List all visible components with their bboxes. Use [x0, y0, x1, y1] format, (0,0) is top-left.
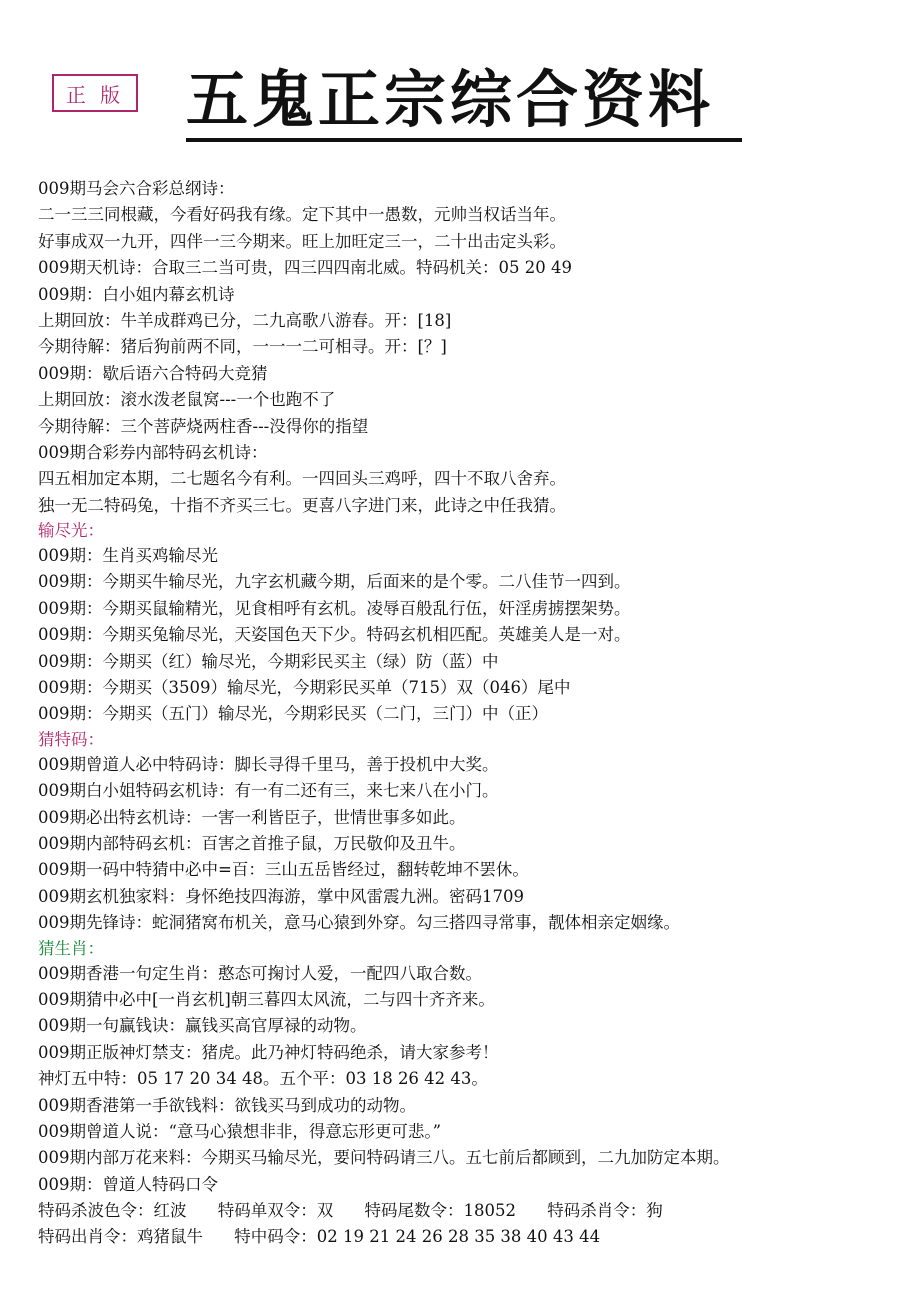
order-pair — [365, 1198, 517, 1224]
text-line: 二一三三同根藏，今看好码我有缘。定下其中一愚数，元帅当权话当年。 — [38, 205, 566, 225]
text-line: 009期：曾道人特码口令 — [38, 1174, 218, 1194]
text-line: 009期：歇后语六合特码大竞猜 — [38, 363, 268, 383]
document-body — [38, 176, 878, 1251]
text-line: 009期：今期买鼠输精光，见食相呼有玄机。凌辱百般乱行伍，奸淫虏掳摆架势。 — [38, 598, 631, 618]
text-line: 009期香港一句定生肖：憨态可掬讨人爱，一配四八取合数。 — [38, 963, 482, 983]
text-line: 009期：今期买牛输尽光，九字玄机藏今期，后面来的是个零。二八佳节一四到。 — [38, 572, 631, 592]
order-label: 特中码令： — [234, 1227, 317, 1247]
text-line: 今期待解：三个菩萨烧两柱香---没得你的指望 — [38, 416, 369, 436]
text-line: 009期白小姐特码玄机诗：有一有二还有三，来七来八在小门。 — [38, 781, 499, 801]
section-heading-lose: 输尽光： — [38, 521, 104, 541]
text-line: 009期天机诗：合取三二当可贵，四三四四南北威。特码机关：05 20 49 — [38, 258, 572, 278]
text-line: 009期：白小姐内幕玄机诗 — [38, 284, 235, 304]
order-pair — [547, 1198, 663, 1224]
poem-block — [38, 176, 878, 519]
text-line: 上期回放：牛羊成群鸡已分，二九高歌八游春。开：[18] — [38, 310, 452, 330]
order-value: 02 19 21 24 26 28 35 38 40 43 44 — [316, 1227, 601, 1247]
text-line: 009期内部特码玄机：百害之首推子鼠，万民敬仰及丑牛。 — [38, 833, 466, 853]
text-line: 009期合彩券内部特码玄机诗： — [38, 442, 268, 462]
order-pair — [218, 1198, 334, 1224]
text-line: 009期：生肖买鸡输尽光 — [38, 546, 218, 566]
order-value: 红波 — [153, 1201, 187, 1221]
text-line: 009期曾道人必中特码诗：脚长寻得千里马，善于投机中大奖。 — [38, 754, 499, 774]
text-line: 009期：今期买（红）输尽光，今期彩民买主（绿）防（蓝）中 — [38, 651, 499, 671]
order-label: 特码尾数令： — [364, 1201, 464, 1221]
order-label: 特码杀肖令： — [547, 1201, 647, 1221]
order-value: 鸡猪鼠牛 — [137, 1227, 203, 1247]
page-title: 五鬼正宗综合资料 — [186, 63, 715, 136]
edition-badge: 正 版 — [52, 74, 138, 112]
section-heading-guess-code: 猜特码： — [38, 729, 104, 749]
text-line: 009期：今期买（五门）输尽光，今期彩民买（二门，三门）中（正） — [38, 704, 548, 724]
text-line: 009期香港第一手欲钱料：欲钱买马到成功的动物。 — [38, 1095, 416, 1115]
text-line: 神灯五中特：05 17 20 34 48。五个平：03 18 26 42 43。 — [38, 1069, 488, 1089]
text-line: 009期马会六合彩总纲诗： — [38, 179, 235, 198]
section-guess-code — [38, 728, 878, 937]
text-line: 009期玄机独家料：身怀绝技四海游，掌中风雷震九洲。密码1709 — [38, 886, 524, 906]
order-value: 18052 — [463, 1201, 516, 1221]
order-value: 狗 — [646, 1201, 663, 1221]
order-label: 特码杀波色令： — [38, 1201, 154, 1221]
text-line: 独一无二特码兔，十指不齐买三七。更喜八字进门来，此诗之中任我猜。 — [38, 495, 566, 515]
text-line: 009期一码中特猜中必中=百：三山五岳皆经过，翻转乾坤不罢休。 — [38, 860, 529, 880]
text-line: 009期内部万花来料：今期买马输尽光，要问特码请三八。五七前后都顾到，二九加防定本期。 — [38, 1148, 730, 1168]
text-line: 009期必出特玄机诗：一害一利皆臣子，世情世事多如此。 — [38, 807, 466, 827]
text-line: 009期曾道人说：“意马心猿想非非，得意忘形更可悲。” — [38, 1121, 442, 1141]
title-underline — [186, 138, 742, 142]
section-heading-guess-zodiac: 猜生肖： — [38, 938, 104, 958]
order-pair — [38, 1198, 187, 1224]
order-pair — [234, 1224, 600, 1250]
orders-row — [38, 1198, 878, 1224]
order-label: 特码单双令： — [217, 1201, 317, 1221]
text-line: 009期：今期买（3509）输尽光，今期彩民买单（715）双（046）尾中 — [38, 678, 571, 698]
section-guess-zodiac — [38, 937, 878, 1199]
text-line: 009期一句赢钱诀：赢钱买高官厚禄的动物。 — [38, 1016, 367, 1036]
order-value: 双 — [316, 1201, 334, 1221]
text-line: 009期猜中必中[一肖玄机]朝三暮四太风流，二与四十齐齐来。 — [38, 989, 495, 1009]
section-lose — [38, 519, 878, 728]
text-line: 好事成双一九开，四伴一三今期来。旺上加旺定三一，二十出击定头彩。 — [38, 231, 566, 251]
text-line: 009期：今期买兔输尽光，天姿国色天下少。特码玄机相匹配。英雄美人是一对。 — [38, 625, 631, 645]
text-line: 上期回放：滚水泼老鼠窝---一个也跑不了 — [38, 390, 336, 410]
orders-row — [38, 1224, 878, 1250]
text-line: 009期先锋诗：蛇洞猪窝布机关，意马心猿到外穿。勾三搭四寻常事，靓体相亲定姻缘。 — [38, 913, 680, 933]
order-pair — [38, 1224, 203, 1250]
order-label: 特码出肖令： — [38, 1227, 137, 1247]
text-line: 009期正版神灯禁支：猪虎。此乃神灯特码绝杀，请大家参考！ — [38, 1042, 499, 1062]
text-line: 今期待解：猪后狗前两不同，一一一二可相寻。开：[？] — [38, 337, 447, 357]
text-line: 四五相加定本期，二七题名今有利。一四回头三鸡呼，四十不取八舍弃。 — [38, 469, 566, 489]
